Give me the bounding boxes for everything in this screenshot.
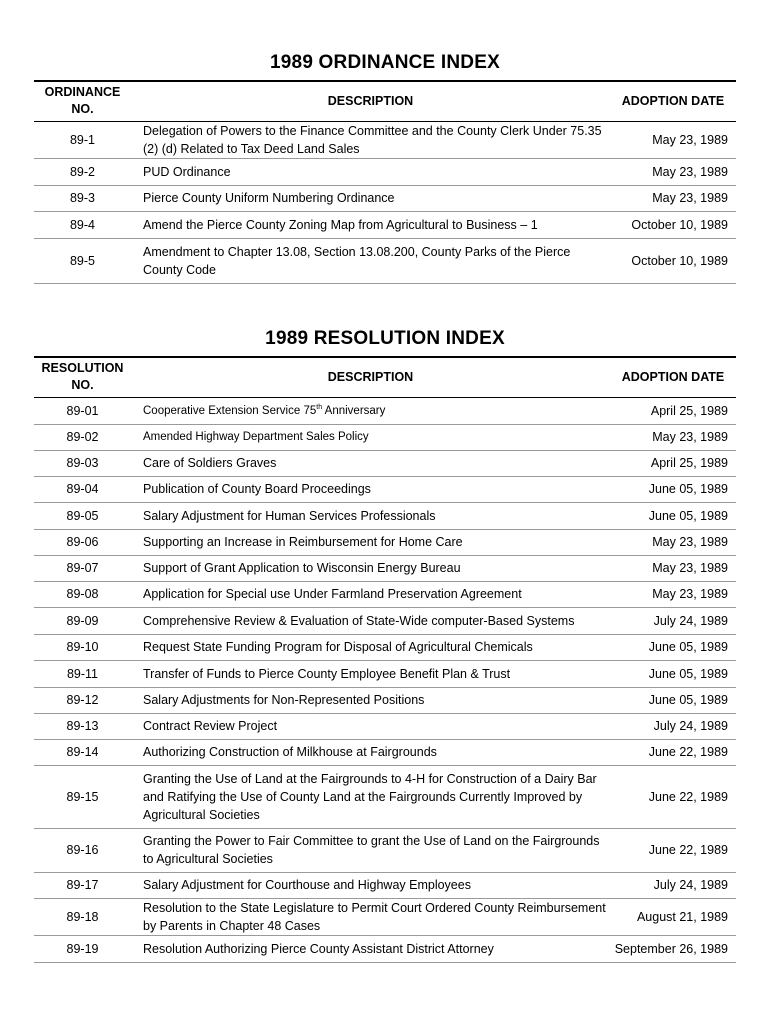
row-adoption-date: August 21, 1989 — [610, 898, 736, 935]
row-number: 89-14 — [34, 739, 131, 765]
row-description: Care of Soldiers Graves — [131, 450, 610, 476]
row-description: Application for Special use Under Farmland Preservation Agreement — [131, 581, 610, 607]
description-header: DESCRIPTION — [131, 81, 610, 121]
table-row — [34, 121, 736, 158]
table-row — [34, 555, 736, 581]
row-description: Salary Adjustment for Human Services Professionals — [131, 502, 610, 529]
row-number: 89-12 — [34, 687, 131, 713]
row-description: Salary Adjustment for Courthouse and Highway Employees — [131, 872, 610, 898]
row-adoption-date: April 25, 1989 — [610, 397, 736, 424]
row-adoption-date: May 23, 1989 — [610, 424, 736, 450]
row-description: Amended Highway Department Sales Policy — [131, 424, 610, 450]
row-adoption-date: July 24, 1989 — [610, 607, 736, 634]
table-row — [34, 687, 736, 713]
row-description: Pierce County Uniform Numbering Ordinance — [131, 185, 610, 211]
table-row — [34, 158, 736, 185]
row-description: Granting the Power to Fair Committee to grant the Use of Land on the Fairgrounds to Agricultural Societies — [131, 828, 610, 872]
row-number: 89-10 — [34, 634, 131, 660]
table-row — [34, 581, 736, 607]
row-adoption-date: June 22, 1989 — [610, 765, 736, 828]
row-adoption-date: May 23, 1989 — [610, 581, 736, 607]
ordinance-table — [34, 80, 736, 284]
row-number: 89-13 — [34, 713, 131, 739]
row-description: Support of Grant Application to Wisconsin Energy Bureau — [131, 555, 610, 581]
table-row — [34, 898, 736, 935]
row-adoption-date: May 23, 1989 — [610, 529, 736, 555]
row-adoption-date: May 23, 1989 — [610, 158, 736, 185]
row-adoption-date: June 22, 1989 — [610, 739, 736, 765]
row-adoption-date: June 05, 1989 — [610, 660, 736, 687]
row-description: Transfer of Funds to Pierce County Employee Benefit Plan & Trust — [131, 660, 610, 687]
ordinance-index-title: 1989 ORDINANCE INDEX — [270, 52, 500, 73]
row-number: 89-16 — [34, 828, 131, 872]
row-adoption-date: June 22, 1989 — [610, 828, 736, 872]
row-number: 89-1 — [34, 121, 131, 158]
row-description: Amend the Pierce County Zoning Map from Agricultural to Business – 1 — [131, 211, 610, 238]
row-number: 89-18 — [34, 898, 131, 935]
row-number: 89-01 — [34, 397, 131, 424]
resolution-no-header: RESOLUTION NO. — [34, 357, 131, 397]
table-row — [34, 211, 736, 238]
row-description: PUD Ordinance — [131, 158, 610, 185]
row-adoption-date: July 24, 1989 — [610, 713, 736, 739]
row-description: Cooperative Extension Service 75th Anniversary — [131, 397, 610, 424]
table-row — [34, 935, 736, 962]
table-row — [34, 765, 736, 828]
table-row — [34, 238, 736, 283]
resolution-table — [34, 356, 736, 963]
row-number: 89-05 — [34, 502, 131, 529]
row-adoption-date: October 10, 1989 — [610, 238, 736, 283]
table-row — [34, 660, 736, 687]
row-number: 89-3 — [34, 185, 131, 211]
row-description: Resolution to the State Legislature to Permit Court Ordered County Reimbursement by Parents in Chapter 48 Cases — [131, 898, 610, 935]
row-description: Contract Review Project — [131, 713, 610, 739]
adoption-date-header: ADOPTION DATE — [610, 357, 736, 397]
table-row — [34, 397, 736, 424]
table-row — [34, 607, 736, 634]
table-row — [34, 450, 736, 476]
row-adoption-date: April 25, 1989 — [610, 450, 736, 476]
row-number: 89-07 — [34, 555, 131, 581]
row-number: 89-5 — [34, 238, 131, 283]
row-number: 89-08 — [34, 581, 131, 607]
row-adoption-date: June 05, 1989 — [610, 687, 736, 713]
resolution-index-title: 1989 RESOLUTION INDEX — [265, 328, 505, 349]
table-row — [34, 634, 736, 660]
row-adoption-date: June 05, 1989 — [610, 502, 736, 529]
description-header: DESCRIPTION — [131, 357, 610, 397]
row-description: Request State Funding Program for Disposal of Agricultural Chemicals — [131, 634, 610, 660]
table-row — [34, 502, 736, 529]
row-adoption-date: May 23, 1989 — [610, 185, 736, 211]
ordinance-no-header: ORDINANCE NO. — [34, 81, 131, 121]
row-description: Authorizing Construction of Milkhouse at Fairgrounds — [131, 739, 610, 765]
row-description: Delegation of Powers to the Finance Committee and the County Clerk Under 75.35 (2) (d) Related to Tax Deed Land Sales — [131, 121, 610, 158]
row-description: Supporting an Increase in Reimbursement for Home Care — [131, 529, 610, 555]
row-adoption-date: June 05, 1989 — [610, 634, 736, 660]
row-adoption-date: May 23, 1989 — [610, 555, 736, 581]
table-row — [34, 739, 736, 765]
row-number: 89-2 — [34, 158, 131, 185]
row-number: 89-4 — [34, 211, 131, 238]
row-description: Comprehensive Review & Evaluation of State-Wide computer-Based Systems — [131, 607, 610, 634]
row-number: 89-03 — [34, 450, 131, 476]
table-row — [34, 424, 736, 450]
row-adoption-date: May 23, 1989 — [610, 121, 736, 158]
row-number: 89-19 — [34, 935, 131, 962]
table-row — [34, 529, 736, 555]
row-adoption-date: October 10, 1989 — [610, 211, 736, 238]
row-description: Publication of County Board Proceedings — [131, 476, 610, 502]
row-number: 89-17 — [34, 872, 131, 898]
table-row — [34, 476, 736, 502]
row-number: 89-04 — [34, 476, 131, 502]
table-row — [34, 872, 736, 898]
table-row — [34, 713, 736, 739]
table-row — [34, 828, 736, 872]
row-number: 89-06 — [34, 529, 131, 555]
row-adoption-date: July 24, 1989 — [610, 872, 736, 898]
adoption-date-header: ADOPTION DATE — [610, 81, 736, 121]
table-row — [34, 185, 736, 211]
row-description: Amendment to Chapter 13.08, Section 13.08.200, County Parks of the Pierce County Code — [131, 238, 610, 283]
row-adoption-date: June 05, 1989 — [610, 476, 736, 502]
row-description: Resolution Authorizing Pierce County Assistant District Attorney — [131, 935, 610, 962]
row-number: 89-02 — [34, 424, 131, 450]
row-number: 89-15 — [34, 765, 131, 828]
row-number: 89-11 — [34, 660, 131, 687]
row-description: Salary Adjustments for Non-Represented Positions — [131, 687, 610, 713]
row-description: Granting the Use of Land at the Fairgrounds to 4-H for Construction of a Dairy Bar and Ratifying the Use of County Land at the Fairgrounds Currently Improved by Agricultural Societies — [131, 765, 610, 828]
row-number: 89-09 — [34, 607, 131, 634]
row-adoption-date: September 26, 1989 — [610, 935, 736, 962]
